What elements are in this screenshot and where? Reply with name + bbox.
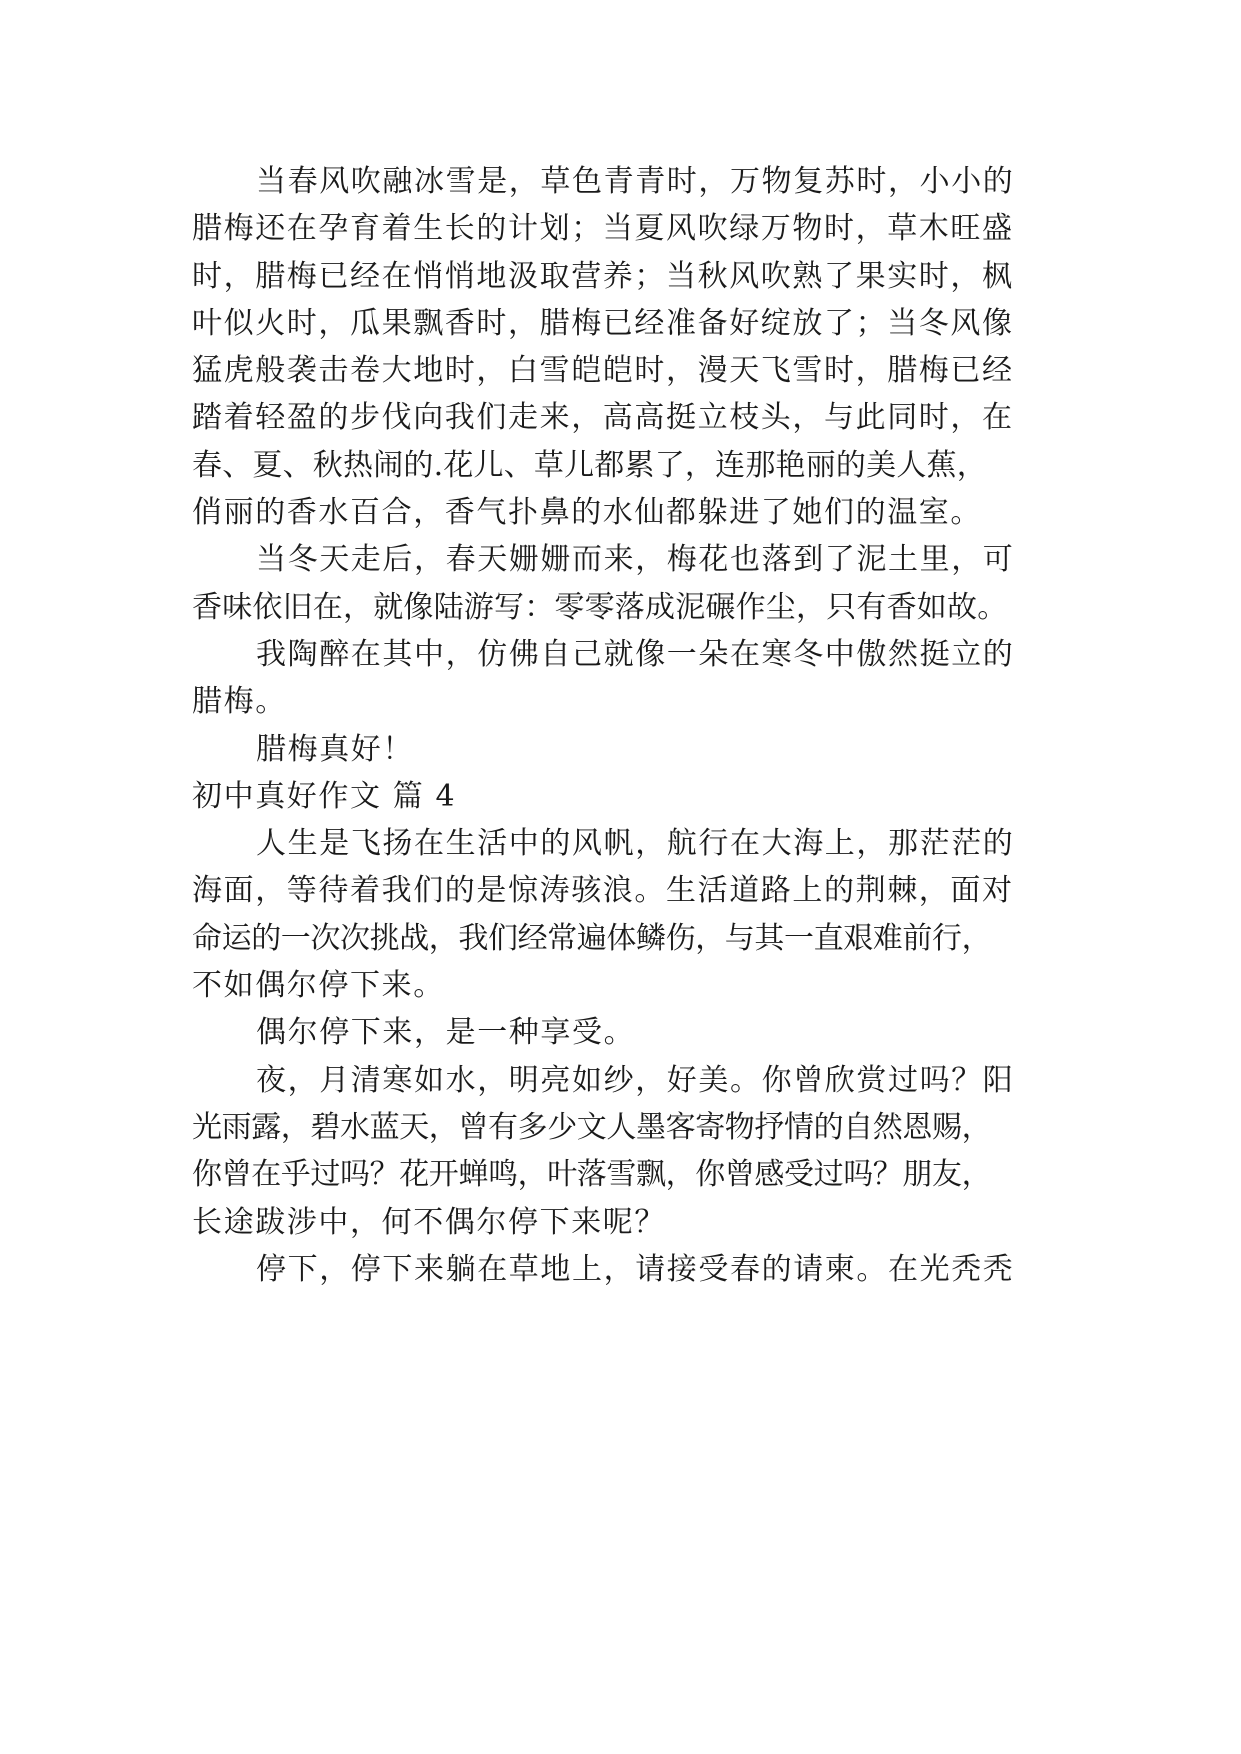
paragraph-line: 踏着轻盈的步伐向我们走来，高高挺立枝头，与此同时，在 — [192, 400, 1014, 436]
paragraph-line: 停下，停下来躺在草地上，请接受春的请柬。在光秃秃 — [256, 1251, 1015, 1287]
paragraph-line: 叶似火时，瓜果飘香时，腊梅已经准备好绽放了；当冬风像 — [192, 305, 1014, 341]
paragraph-line: 不如偶尔停下来。 — [192, 968, 445, 1004]
paragraph-line: 夜，月清寒如水，明亮如纱，好美。你曾欣赏过吗？阳 — [256, 1062, 1015, 1098]
paragraph-line: 当春风吹融冰雪是，草色青青时，万物复苏时，小小的 — [256, 164, 1015, 199]
paragraph-line: 命运的一次次挑战，我们经常遍体鳞伤，与其一直艰难前行， — [192, 920, 992, 956]
section-heading: 初中真好作文 篇 4 — [192, 778, 457, 814]
paragraph-line: 当冬天走后，春天姗姗而来，梅花也落到了泥土里，可 — [256, 542, 1015, 578]
paragraph-line: 光雨露，碧水蓝天，曾有多少文人墨客寄物抒情的自然恩赐， — [192, 1109, 992, 1145]
paragraph-line: 俏丽的香水百合，香气扑鼻的水仙都躲进了她们的温室。 — [192, 495, 982, 531]
paragraph-line: 人生是飞扬在生活中的风帆，航行在大海上，那茫茫的 — [256, 826, 1015, 862]
document-body — [192, 158, 1060, 1293]
paragraph-line: 腊梅。 — [192, 684, 287, 720]
paragraph-line: 腊梅真好！ — [256, 731, 414, 767]
paragraph-line: 时，腊梅已经在悄悄地汲取营养；当秋风吹熟了果实时，枫 — [192, 258, 1014, 294]
paragraph-line: 香味依旧在，就像陆游写：零零落成泥碾作尘，只有香如故。 — [192, 589, 1008, 625]
paragraph-line: 长途跋涉中，何不偶尔停下来呢？ — [192, 1204, 666, 1240]
paragraph-line: 我陶醉在其中，仿佛自己就像一朵在寒冬中傲然挺立的 — [256, 636, 1015, 672]
paragraph-line: 海面，等待着我们的是惊涛骇浪。生活道路上的荆棘，面对 — [192, 873, 1014, 909]
paragraph-line: 猛虎般袭击卷大地时，白雪皑皑时，漫天飞雪时，腊梅已经 — [192, 353, 1014, 389]
paragraph-line: 腊梅还在孕育着生长的计划；当夏风吹绿万物时，草木旺盛 — [192, 211, 1014, 247]
paragraph-line: 春、夏、秋热闹的.花儿、草儿都累了，连那艳丽的美人蕉， — [192, 447, 987, 483]
paragraph-line: 你曾在乎过吗？花开蝉鸣，叶落雪飘，你曾感受过吗？朋友， — [192, 1157, 992, 1193]
paragraph-line: 偶尔停下来，是一种享受。 — [256, 1015, 636, 1051]
